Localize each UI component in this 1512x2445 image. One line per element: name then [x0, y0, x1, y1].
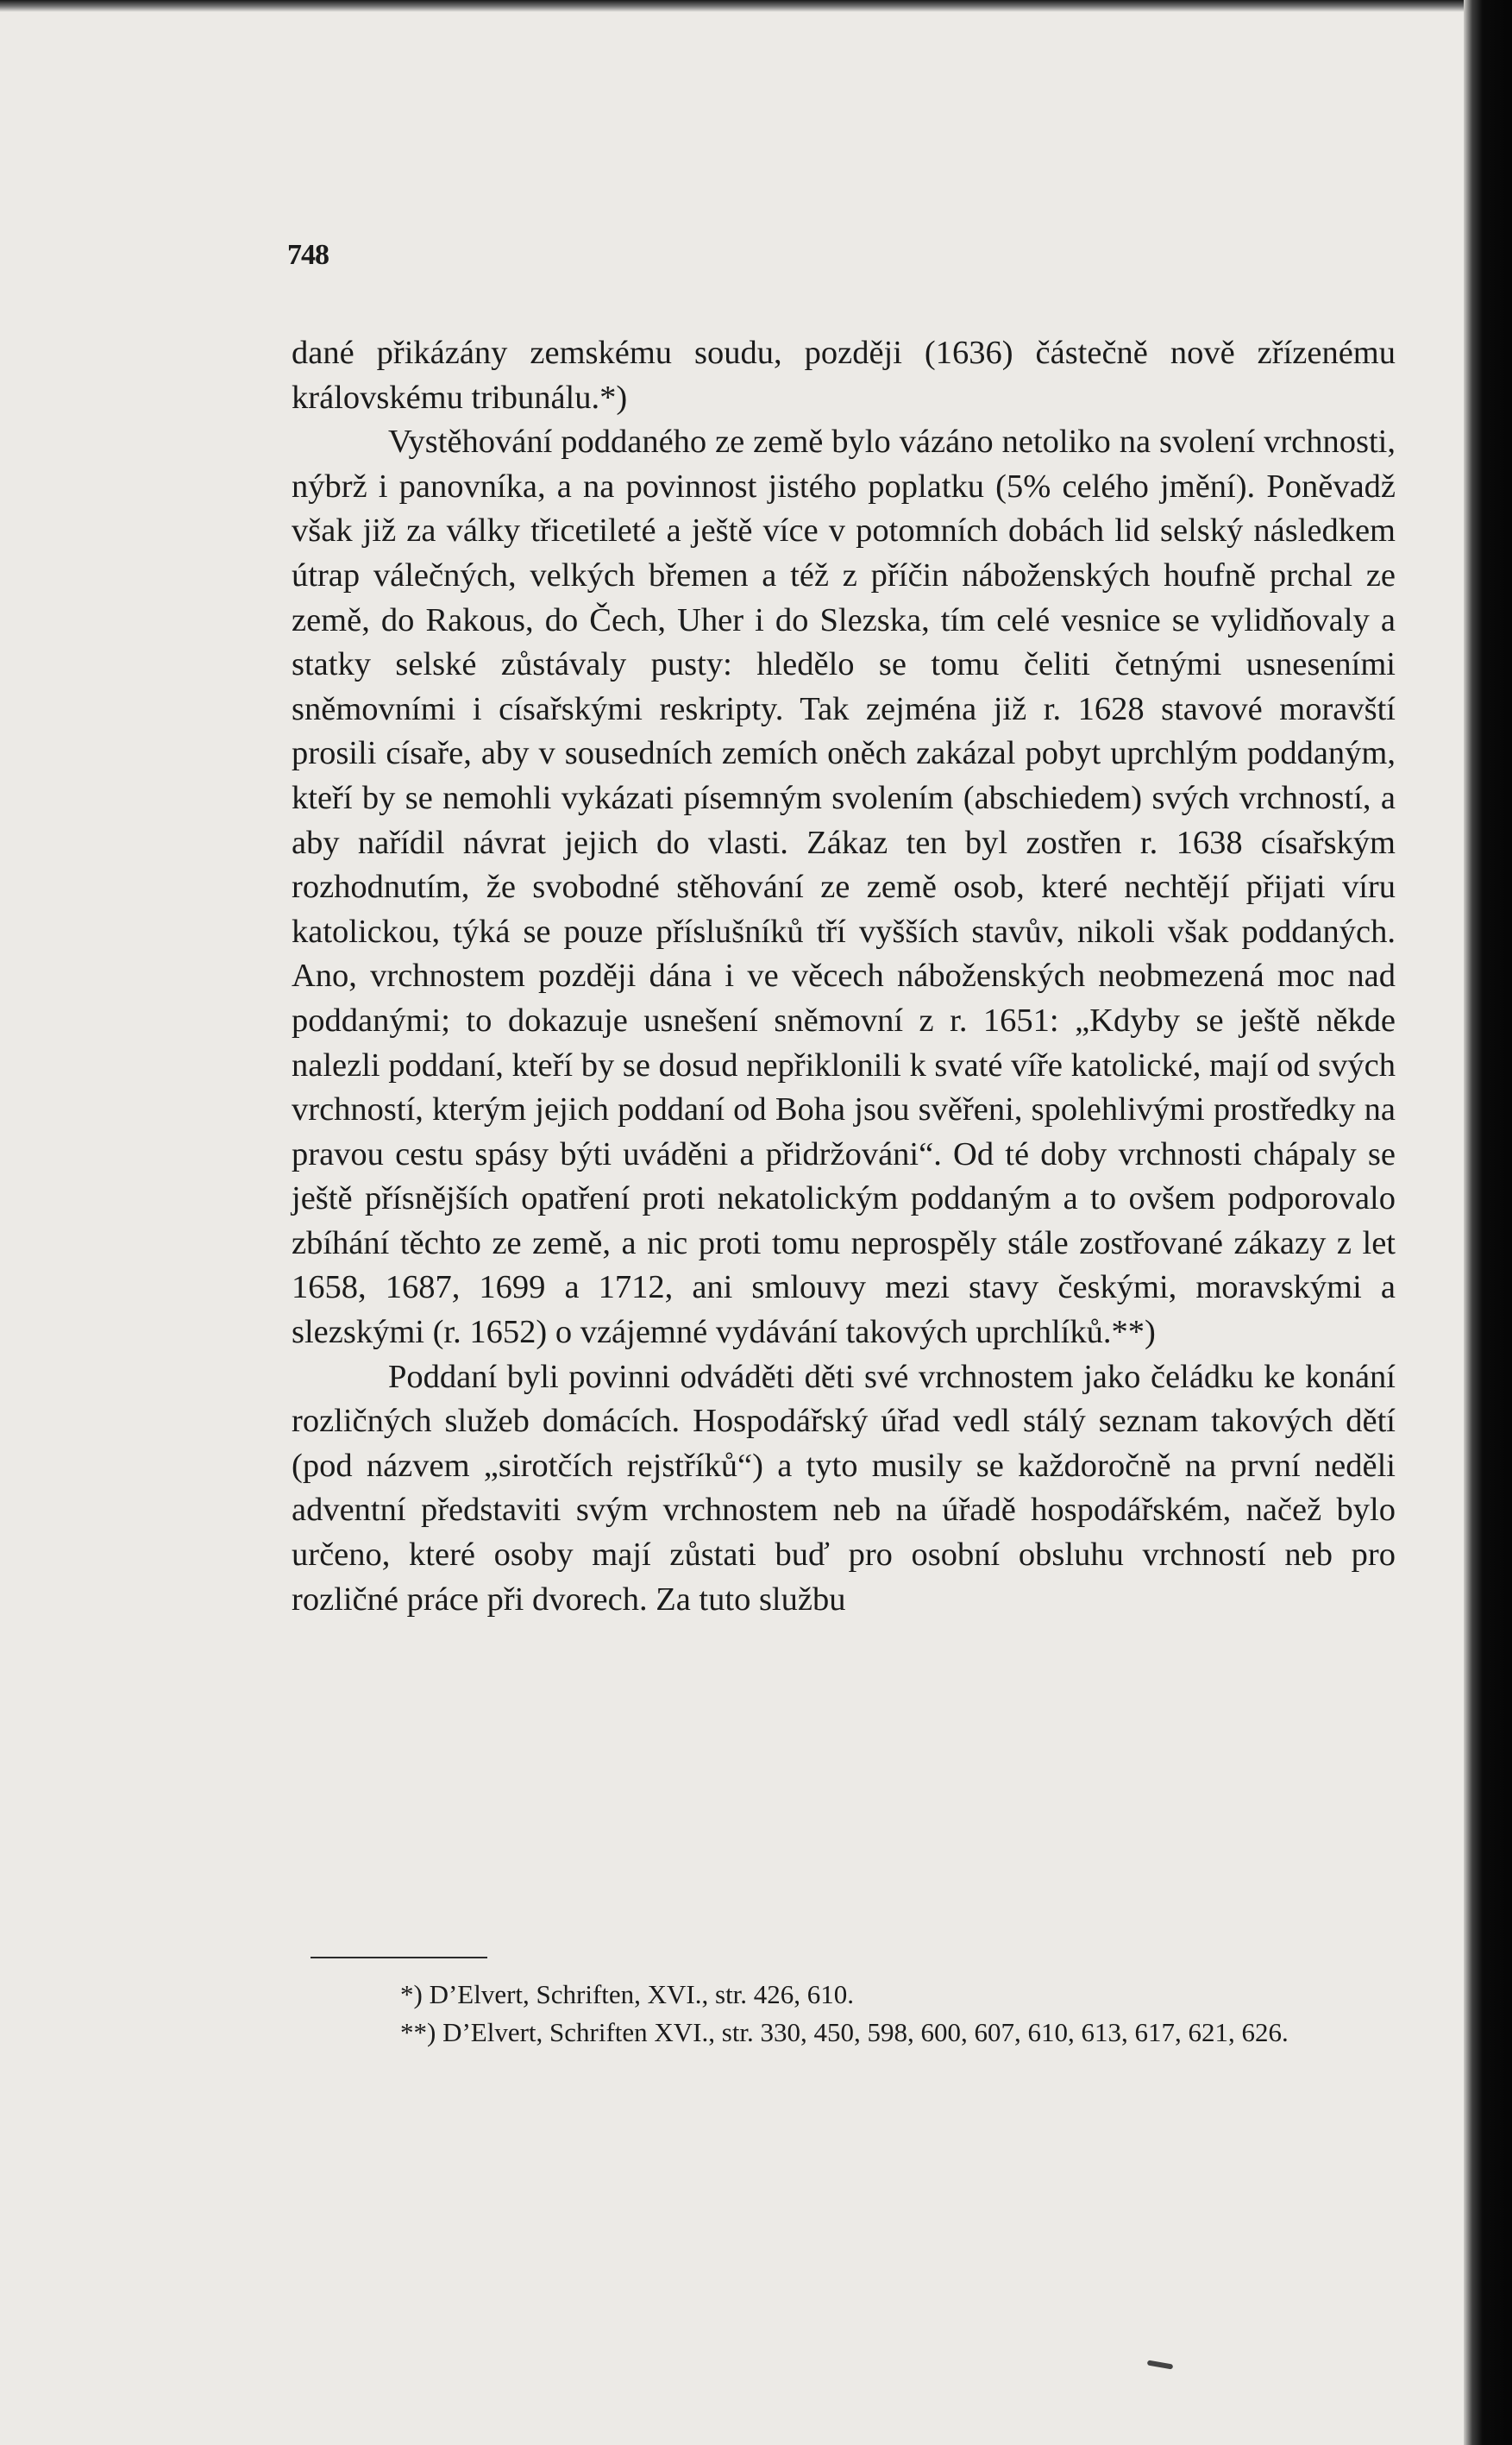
scan-edge-right [1464, 0, 1512, 2445]
scan-speck [1147, 2360, 1174, 2369]
body-text [292, 331, 1396, 1622]
scan-edge-top [0, 0, 1464, 12]
footnotes [307, 1976, 1390, 2052]
footnote-1: *) D’Elvert, Schriften, XVI., str. 426, 610. [400, 1979, 855, 2009]
paragraph-3: Poddaní byli povinni odváděti děti své vrchnostem jako čeládku ke konání rozličných služeb domácích. Hospodářský úřad vedl stálý seznam takových dětí (pod názvem „sirotčích rejstříků“) a tyto musily se každoročně na první neděli adventní představiti svým vrchnostem neb na úřadě hospodářském, načež bylo určeno, které osoby mají zůstati buď pro osobní obsluhu vrchností neb pro rozličné práce při dvorech. Za tuto službu [292, 1358, 1396, 1618]
page-number: 748 [287, 239, 329, 271]
paragraph-2: Vystěhování poddaného ze země bylo vázáno netoliko na svolení vrchnosti, nýbrž i panovníka, a na povinnost jistého poplatku (5% celého jmění). Poněvadž však již za války třicetileté a ještě více v potomních dobách lid selský následkem útrap válečných, velkých břemen a též z příčin náboženských houfně prchal ze země, do Rakous, do Čech, Uher i do Slezska, tím celé vesnice se vylidňovaly a statky selské zůstávaly pusty: hledělo se tomu čeliti četnými usneseními sněmovními i císařskými reskripty. Tak zejména již r. 1628 stavové moravští prosili císaře, aby v sousedních zemích oněch zakázal pobyt uprchlým poddaným, kteří by se nemohli vykázati písemným svolením (abschiedem) svých vrchností, a aby nařídil návrat jejich do vlasti. Zákaz ten byl zostřen r. 1638 císařským rozhodnutím, že svobodné stěhování ze země osob, které nechtějí přijati víru katolickou, týká se pouze příslušníků tří vyšších stavův, nikoli však poddaných. Ano, vrchnostem později dána i ve věcech náboženských neobmezená moc nad poddanými; to dokazuje usnešení sněmovní z r. 1651: „Kdyby se ještě někde nalezli poddaní, kteří by se dosud nepřiklonili k svaté víře katolické, mají od svých vrchností, kterým jejich poddaní od Boha jsou svěřeni, spolehlivými prostředky na pravou cestu spásy býti uváděni a přidržováni“. Od té doby vrchnosti chápaly se ještě přísnějších opatření proti nekatolickým poddaným a to ovšem podporovalo zbíhání těchto ze země, a nic proti tomu neprospěly stále zostřované zákazy z let 1658, 1687, 1699 a 1712, ani smlouvy mezi stavy českými, moravskými a slezskými (r. 1652) o vzájemné vydávání takových uprchlíků.**) [292, 424, 1396, 1351]
footnote-divider [311, 1957, 487, 1958]
footnote-2: **) D’Elvert, Schriften XVI., str. 330, 450, 598, 600, 607, 610, 613, 617, 621, 626. [400, 2017, 1289, 2047]
paragraph-1: dané přikázány zemskému soudu, později (1636) částečně nově zřízenému královskému tribunálu.*) [292, 335, 1396, 416]
